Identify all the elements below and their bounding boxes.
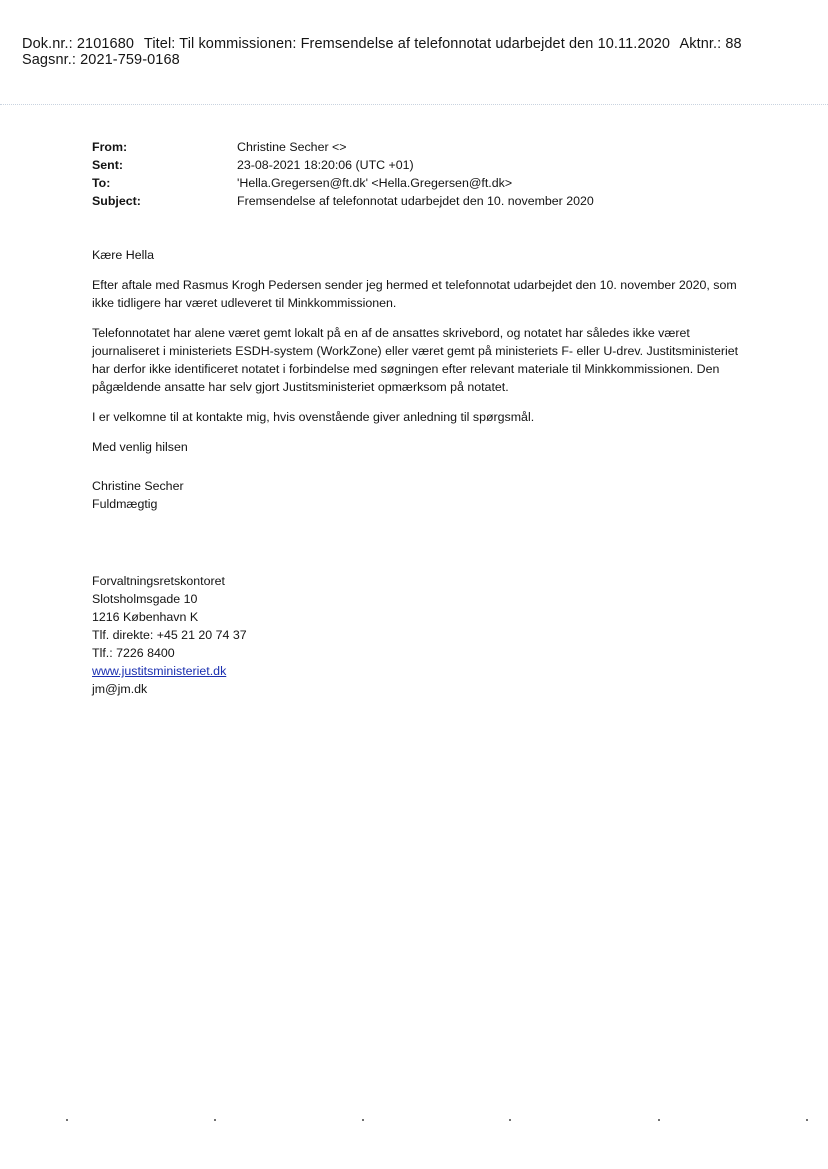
sent-label: Sent: [92, 158, 123, 172]
closing: Med venlig hilsen [92, 440, 188, 454]
act-number: Aktnr.: 88 [679, 36, 742, 52]
scan-header-line-1 [22, 36, 822, 52]
salutation: Kære Hella [92, 248, 154, 262]
subject-value: Fremsendelse af telefonnotat udarbejdet den 10. november 2020 [237, 194, 594, 208]
contact-email: jm@jm.dk [92, 682, 148, 696]
from-label: From: [92, 140, 128, 154]
subject-label: Subject: [92, 194, 141, 208]
street-address: Slotsholmsgade 10 [92, 592, 198, 606]
case-number: Sagsnr.: 2021-759-0168 [22, 52, 180, 68]
city-address: 1216 København K [92, 610, 199, 624]
to-label: To: [92, 176, 111, 190]
header-divider [0, 104, 828, 105]
paragraph-3: I er velkomne til at kontakte mig, hvis ovenstående giver anledning til spørgsmål. [92, 410, 535, 424]
scan-artifact [806, 1119, 808, 1121]
paragraph-2: Telefonnotatet har alene været gemt lokalt på en af de ansattes skrivebord, og notatet har således ikke været journaliseret i ministeriets ESDH-system (WorkZone) eller været gemt på ministeriets F- eller U-drev. Justitsministeriet har derfor ikke identificeret notatet i forbindelse med søgningen efter relevant materiale til Minkkommissionen. Den pågældende ansatte har selv gjort Justitsministeriet opmærksom på notatet. [92, 326, 739, 394]
signature-name-block [92, 477, 742, 513]
paragraph-1: Efter aftale med Rasmus Krogh Pedersen sender jeg hermed et telefonnotat udarbejdet den 10. november 2020, som ikke tidligere har været udleveret til Minkkommissionen. [92, 278, 737, 310]
email-document [92, 138, 742, 698]
direct-phone: Tlf. direkte: +45 21 20 74 37 [92, 628, 247, 642]
email-headers [92, 138, 742, 210]
scan-header-line-2 [22, 52, 822, 68]
document-title: Titel: Til kommissionen: Fremsendelse af telefonnotat udarbejdet den 10.11.2020 [143, 36, 671, 52]
scan-artifact [658, 1119, 660, 1121]
scan-header [22, 36, 822, 68]
signature-title: Fuldmægtig [92, 497, 158, 511]
scan-artifact [66, 1119, 68, 1121]
scan-artifact [509, 1119, 511, 1121]
main-phone: Tlf.: 7226 8400 [92, 646, 175, 660]
from-value: Christine Secher <> [237, 140, 347, 154]
office-name: Forvaltningsretskontoret [92, 574, 225, 588]
document-number: Dok.nr.: 2101680 [22, 36, 135, 52]
email-body [92, 246, 742, 456]
scan-artifact [214, 1119, 216, 1121]
website-link[interactable]: www.justitsministeriet.dk [92, 664, 227, 678]
signature-contact-block [92, 572, 742, 698]
sent-value: 23-08-2021 18:20:06 (UTC +01) [237, 158, 414, 172]
scan-artifact [362, 1119, 364, 1121]
signature-name: Christine Secher [92, 479, 184, 493]
to-value: 'Hella.Gregersen@ft.dk' <Hella.Gregersen@ft.dk> [237, 176, 513, 190]
